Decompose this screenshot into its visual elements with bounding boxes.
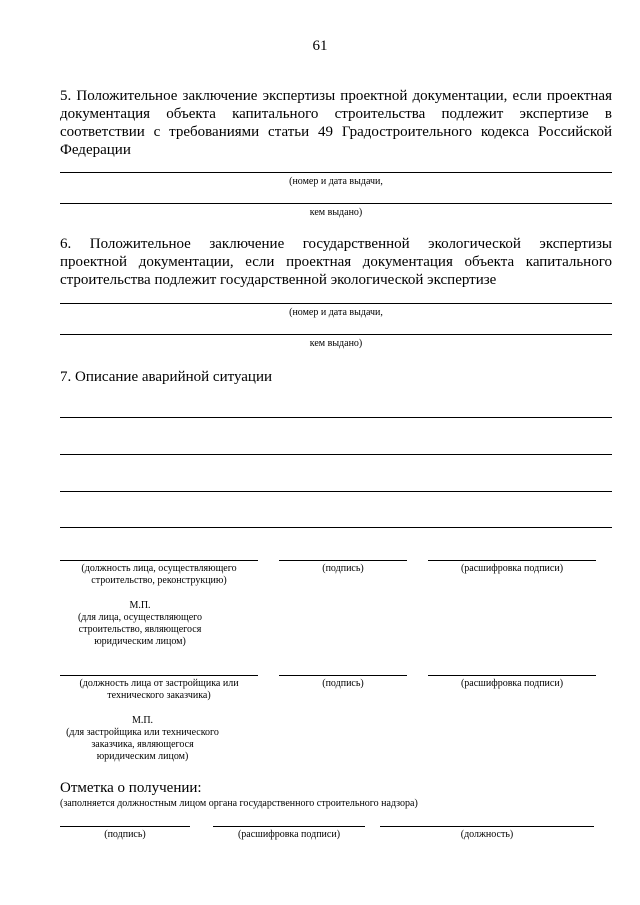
- section-5-line: соответствии с требованиями статьи 49 Градостроительного кодекса Российской: [60, 124, 612, 140]
- section-6-line: проектной документации, если проектная документация объекта капитального: [60, 254, 612, 270]
- description-line-3: [60, 491, 612, 492]
- section-5-line: документация объекта капитального строительства подлежит экспертизе в: [60, 106, 612, 122]
- receipt-line-signature: [60, 826, 190, 827]
- section-6-line: 6. Положительное заключение государственной экологической экспертизы: [60, 236, 612, 252]
- stamp-line: (для лица, осуществляющего: [77, 612, 203, 623]
- description-line-1: [60, 417, 612, 418]
- receipt-caption-decoding: (расшифровка подписи): [237, 829, 341, 840]
- receipt-caption-position: (должность): [460, 829, 514, 840]
- signature-line-sign-2: [279, 675, 407, 676]
- page-number: 61: [312, 38, 328, 54]
- caption-line: (должность лица, осуществляющего: [81, 563, 237, 574]
- stamp-line: (для застройщика или технического: [66, 727, 219, 738]
- stamp-label: М.П.: [129, 600, 151, 611]
- caption-decoding-2: (расшифровка подписи): [460, 678, 564, 689]
- stamp-label: М.П.: [131, 715, 154, 726]
- caption-signature-2: (подпись): [322, 678, 364, 689]
- caption-issued-by-6: кем выдано): [309, 338, 363, 349]
- section-5-line: 5. Положительное заключение экспертизы проектной документации, если проектная: [60, 88, 612, 104]
- section-5-text: [60, 87, 612, 159]
- stamp-note-1: [60, 600, 220, 648]
- stamp-note-2: [55, 715, 230, 763]
- caption-number-date-5: (номер и дата выдачи,: [289, 176, 383, 187]
- caption-line: (должность лица от застройщика или: [79, 678, 239, 689]
- section-7-title: 7. Описание аварийной ситуации: [60, 369, 272, 385]
- caption-position-1: [60, 563, 258, 587]
- receipt-line-decoding: [213, 826, 365, 827]
- signature-line-decoding-1: [428, 560, 596, 561]
- caption-issued-by-5: кем выдано): [309, 207, 363, 218]
- fill-line-5a: [60, 172, 612, 173]
- fill-line-5b: [60, 203, 612, 204]
- signature-line-position-2: [60, 675, 258, 676]
- caption-decoding-1: (расшифровка подписи): [460, 563, 564, 574]
- stamp-line: строительство, являющегося: [78, 624, 202, 635]
- fill-line-6b: [60, 334, 612, 335]
- section-6-line: строительства подлежит государственной экологической экспертизе: [60, 272, 497, 288]
- receipt-note: (заполняется должностным лицом органа государственного строительного надзора): [60, 798, 418, 809]
- receipt-title: Отметка о получении:: [60, 780, 202, 796]
- stamp-line: юридическим лицом): [94, 636, 186, 647]
- receipt-caption-signature: (подпись): [104, 829, 146, 840]
- receipt-line-position: [380, 826, 594, 827]
- section-5-line: Федерации: [60, 142, 131, 158]
- section-6-text: [60, 235, 612, 289]
- caption-line: технического заказчика): [107, 690, 211, 701]
- signature-line-position-1: [60, 560, 258, 561]
- caption-position-2: [60, 678, 258, 702]
- caption-number-date-6: (номер и дата выдачи,: [289, 307, 383, 318]
- description-line-2: [60, 454, 612, 455]
- caption-signature-1: (подпись): [322, 563, 364, 574]
- signature-line-decoding-2: [428, 675, 596, 676]
- description-line-4: [60, 527, 612, 528]
- caption-line: строительство, реконструкцию): [91, 575, 227, 586]
- stamp-line: юридическим лицом): [96, 751, 189, 762]
- fill-line-6a: [60, 303, 612, 304]
- stamp-line: заказчика, являющегося: [91, 739, 194, 750]
- signature-line-sign-1: [279, 560, 407, 561]
